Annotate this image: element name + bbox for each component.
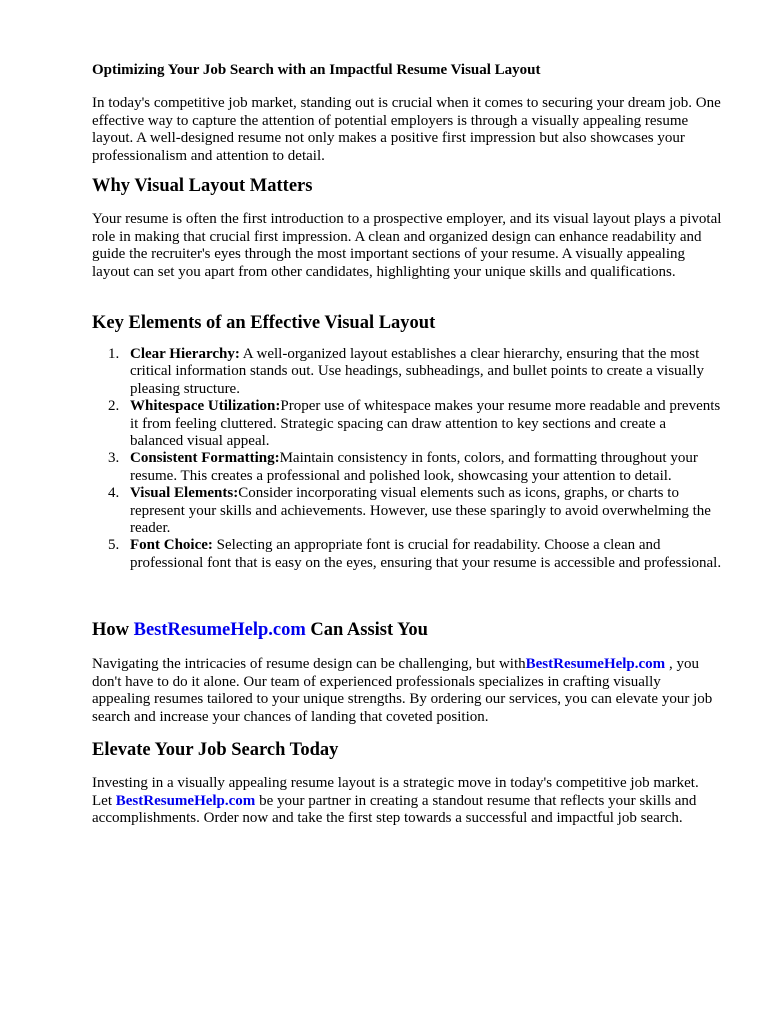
- list-item: [92, 537, 722, 572]
- document-title: Optimizing Your Job Search with an Impactful Resume Visual Layout: [92, 62, 541, 78]
- heading-how-post: Can Assist You: [305, 620, 428, 640]
- how-paragraph: [92, 656, 722, 726]
- heading-why-visual-layout: Why Visual Layout Matters: [92, 176, 313, 196]
- list-item: [92, 450, 722, 485]
- list-item-text: Maintain consistency in fonts, colors, and formatting throughout your resume. This creates a professional and polished look, showcasing your attention to detail.: [130, 450, 698, 484]
- bestresumehelp-link[interactable]: BestResumeHelp.com: [133, 620, 306, 640]
- list-item-term: Font Choice:: [130, 537, 213, 554]
- key-elements-list: [92, 346, 722, 572]
- list-item-number: 2.: [108, 398, 120, 415]
- list-item-text: Selecting an appropriate font is crucial for readability. Choose a clean and professional font that is easy on the eyes, ensuring that your resume is accessible and professional.: [130, 537, 722, 571]
- bestresumehelp-link[interactable]: BestResumeHelp.com: [115, 792, 256, 809]
- list-item-number: 4.: [108, 485, 120, 502]
- how-body-pre: Navigating the intricacies of resume design can be challenging, but with: [92, 656, 526, 672]
- list-item-text: Proper use of whitespace makes your resume more readable and prevents it from feeling cluttered. Strategic spacing can draw attention to key sections and create a balanced visual appeal.: [130, 398, 721, 450]
- bestresumehelp-link[interactable]: BestResumeHelp.com: [525, 656, 666, 672]
- heading-key-elements: Key Elements of an Effective Visual Layout: [92, 313, 436, 333]
- elevate-paragraph: [92, 775, 722, 828]
- list-item-term: Whitespace Utilization:: [130, 398, 281, 415]
- list-item-term: Visual Elements:: [130, 485, 239, 502]
- heading-how-we-assist: [92, 620, 722, 641]
- list-item-number: 5.: [108, 537, 120, 554]
- list-item-text: Consider incorporating visual elements such as icons, graphs, or charts to represent your skills and achievements. However, use these sparingly to avoid overwhelming the reader.: [130, 485, 711, 537]
- list-item-text: A well-organized layout establishes a clear hierarchy, ensuring that the most critical information stands out. Use headings, subheadings, and bullet points to create a visually pleasing structure.: [130, 346, 705, 397]
- why-paragraph: Your resume is often the first introduction to a prospective employer, and its visual layout plays a pivotal role in making that crucial first impression. A clean and organized design can enhance readability and guide the recruiter's eyes through the most important sections of your resume. A visually appealing layout can set you apart from other candidates, highlighting your unique skills and qualifications.: [92, 211, 722, 280]
- list-item-number: 3.: [108, 450, 120, 467]
- list-item-term: Clear Hierarchy:: [130, 346, 240, 362]
- how-body-post: , you don't have to do it alone. Our team of experienced professionals specializes in crafting visually appealing resumes tailored to your unique strengths. By ordering our services, you can elevate your job search and increase your chances of landing that coveted position.: [92, 656, 713, 725]
- list-item: [92, 398, 722, 450]
- list-item: [92, 346, 722, 398]
- heading-how-pre: How: [92, 620, 134, 640]
- list-item-number: 1.: [108, 346, 120, 362]
- intro-paragraph: In today's competitive job market, standing out is crucial when it comes to securing your dream job. One effective way to capture the attention of potential employers is through a visually appealing resume layout. A well-designed resume not only makes a positive first impression but also showcases your professionalism and attention to detail.: [92, 95, 721, 164]
- elevate-body-pre: Investing in a visually appealing resume layout is a strategic move in today's competitive job market. Let: [92, 775, 699, 809]
- heading-elevate: Elevate Your Job Search Today: [92, 740, 339, 760]
- elevate-body-post: be your partner in creating a standout resume that reflects your skills and accomplishments. Order now and take the first step towards a successful and impactful job search.: [92, 792, 697, 827]
- list-item-term: Consistent Formatting:: [130, 450, 280, 467]
- list-item: [92, 485, 722, 537]
